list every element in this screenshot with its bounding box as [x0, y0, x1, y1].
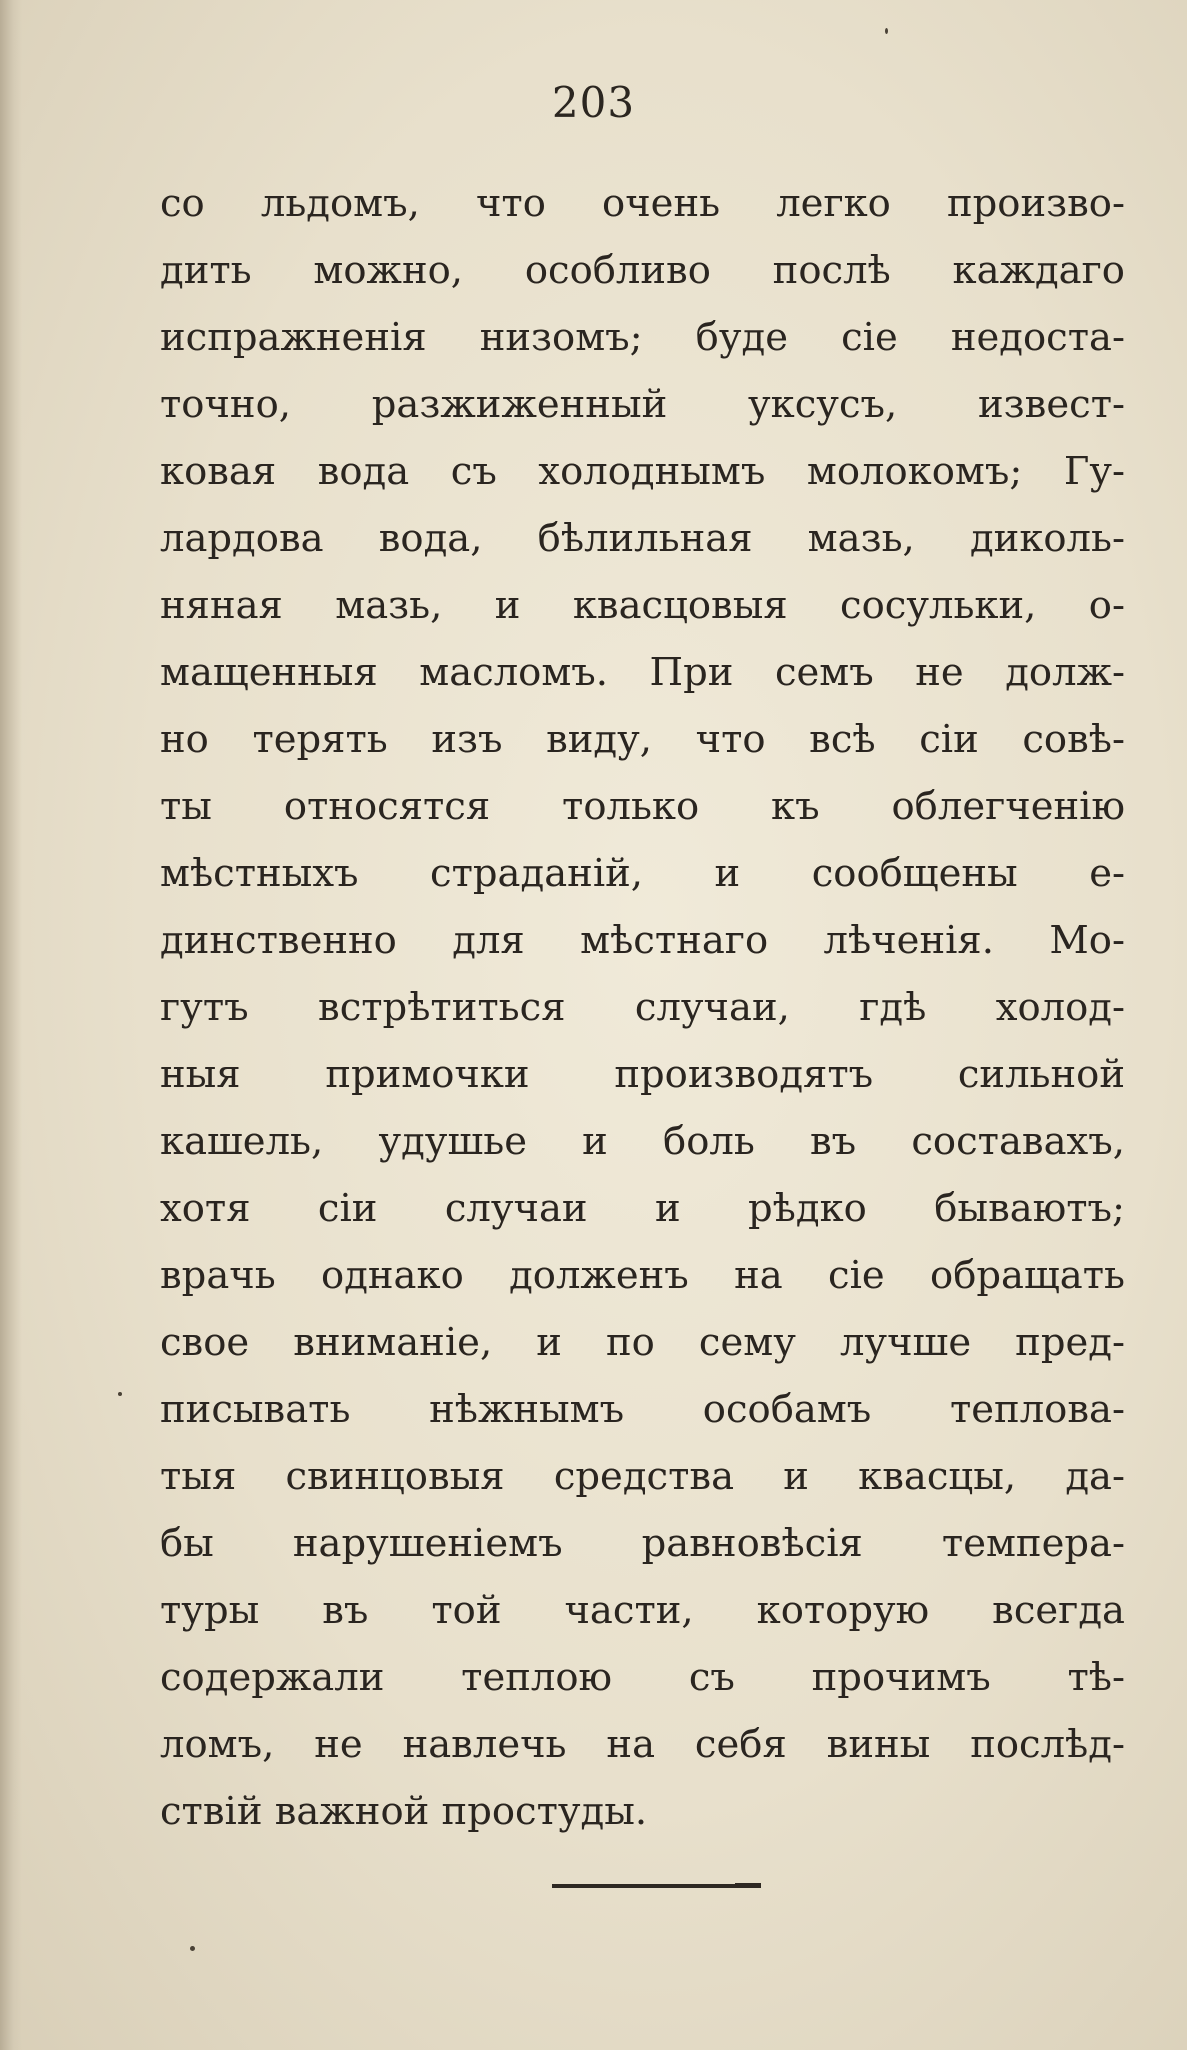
text-line: содержали теплою съ прочимъ тѣ-: [160, 1655, 1125, 1700]
text-line: гутъ встрѣтиться случаи, гдѣ холод-: [160, 985, 1125, 1030]
text-line: няная мазь, и квасцовыя сосульки, о-: [160, 583, 1125, 628]
text-line: свое вниманіе, и по сему лучше пред-: [160, 1320, 1125, 1365]
text-line: тыя свинцовыя средства и квасцы, да-: [160, 1454, 1125, 1499]
text-line: бы нарушеніемъ равновѣсія темпера-: [160, 1521, 1125, 1566]
text-line: ты относятся только къ облегченію: [160, 784, 1125, 829]
text-line: ковая вода съ холоднымъ молокомъ; Гу-: [160, 449, 1125, 494]
page-number: 203: [551, 78, 636, 127]
text-line: врачь однако долженъ на сіе обращать: [160, 1253, 1125, 1298]
text-line: туры въ той части, которую всегда: [160, 1588, 1125, 1633]
text-line: хотя сіи случаи и рѣдко бываютъ;: [160, 1186, 1125, 1231]
paper-speck: [190, 1946, 195, 1951]
text-line: со льдомъ, что очень легко произво-: [160, 181, 1125, 226]
text-line: мѣстныхъ страданій, и сообщены е-: [160, 851, 1125, 896]
text-line: кашель, удушье и боль въ составахъ,: [160, 1119, 1125, 1164]
text-line: испражненія низомъ; буде сіе недоста-: [160, 315, 1125, 360]
paper-speck: [118, 1392, 122, 1396]
paper-speck: [885, 28, 888, 34]
body-text: [160, 170, 1125, 1845]
text-line: но терять изъ виду, что всѣ сіи совѣ-: [160, 717, 1125, 762]
text-line: ныя примочки производятъ сильной: [160, 1052, 1125, 1097]
text-line: лардова вода, бѣлильная мазь, диколь-: [160, 516, 1125, 561]
text-line: динственно для мѣстнаго лѣченія. Мо-: [160, 918, 1125, 963]
text-line: точно, разжиженный уксусъ, извест-: [160, 382, 1125, 427]
text-line: ствій важной простуды.: [160, 1789, 648, 1834]
text-line: дить можно, особливо послѣ каждаго: [160, 248, 1125, 293]
page-gutter-shadow: [0, 0, 22, 2050]
text-line: писывать нѣжнымъ особамъ теплова-: [160, 1387, 1125, 1432]
section-end-rule-tail: [735, 1883, 761, 1888]
text-line: мащенныя масломъ. При семъ не долж-: [160, 650, 1125, 695]
text-line: ломъ, не навлечь на себя вины послѣд-: [160, 1722, 1125, 1767]
section-end-rule: [552, 1884, 760, 1888]
